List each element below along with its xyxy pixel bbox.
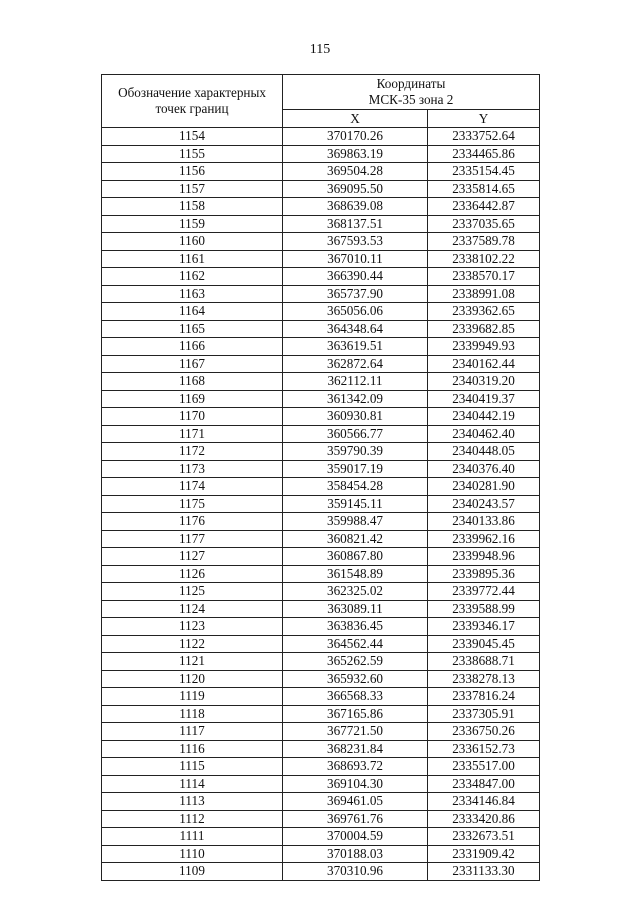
table-row	[102, 320, 540, 338]
y-cell: 2331909.42	[428, 845, 540, 863]
point-cell: 1155	[102, 145, 283, 163]
table-row	[102, 740, 540, 758]
table-row	[102, 145, 540, 163]
x-cell: 370310.96	[283, 863, 428, 881]
table-row	[102, 215, 540, 233]
y-cell: 2340376.40	[428, 460, 540, 478]
x-cell: 359017.19	[283, 460, 428, 478]
y-cell: 2333420.86	[428, 810, 540, 828]
x-cell: 370170.26	[283, 128, 428, 146]
coordinate-system-title: МСК-35 зона 2	[368, 92, 454, 107]
y-cell: 2338688.71	[428, 653, 540, 671]
y-cell: 2339962.16	[428, 530, 540, 548]
x-cell: 365056.06	[283, 303, 428, 321]
x-cell: 368693.72	[283, 758, 428, 776]
table-body	[102, 128, 540, 881]
y-cell: 2340319.20	[428, 373, 540, 391]
point-cell: 1164	[102, 303, 283, 321]
x-cell: 367593.53	[283, 233, 428, 251]
y-cell: 2339772.44	[428, 583, 540, 601]
x-cell: 360821.42	[283, 530, 428, 548]
x-cell: 368231.84	[283, 740, 428, 758]
y-cell: 2340281.90	[428, 478, 540, 496]
table-row	[102, 565, 540, 583]
y-cell: 2336442.87	[428, 198, 540, 216]
table-row	[102, 618, 540, 636]
point-cell: 1125	[102, 583, 283, 601]
x-cell: 369863.19	[283, 145, 428, 163]
table-row	[102, 478, 540, 496]
table-row	[102, 495, 540, 513]
table-row	[102, 408, 540, 426]
coordinates-table	[101, 74, 540, 881]
point-cell: 1176	[102, 513, 283, 531]
x-cell: 370004.59	[283, 828, 428, 846]
point-cell: 1154	[102, 128, 283, 146]
x-cell: 368137.51	[283, 215, 428, 233]
point-cell: 1175	[102, 495, 283, 513]
y-cell: 2339045.45	[428, 635, 540, 653]
point-cell: 1111	[102, 828, 283, 846]
x-cell: 359145.11	[283, 495, 428, 513]
point-cell: 1120	[102, 670, 283, 688]
point-cell: 1170	[102, 408, 283, 426]
table-row	[102, 180, 540, 198]
y-cell: 2338278.13	[428, 670, 540, 688]
x-cell: 362872.64	[283, 355, 428, 373]
y-cell: 2336152.73	[428, 740, 540, 758]
table-row	[102, 775, 540, 793]
table-row	[102, 513, 540, 531]
point-cell: 1173	[102, 460, 283, 478]
table-row	[102, 793, 540, 811]
x-cell: 370188.03	[283, 845, 428, 863]
point-cell: 1116	[102, 740, 283, 758]
table-row	[102, 670, 540, 688]
coordinates-title: Координаты	[376, 76, 446, 91]
x-cell: 367721.50	[283, 723, 428, 741]
point-cell: 1168	[102, 373, 283, 391]
y-cell: 2334847.00	[428, 775, 540, 793]
page-number: 115	[309, 42, 331, 57]
table-row	[102, 390, 540, 408]
point-cell: 1122	[102, 635, 283, 653]
point-cell: 1156	[102, 163, 283, 181]
y-cell: 2338102.22	[428, 250, 540, 268]
table-row	[102, 128, 540, 146]
x-cell: 358454.28	[283, 478, 428, 496]
x-cell: 359988.47	[283, 513, 428, 531]
x-cell: 369504.28	[283, 163, 428, 181]
point-cell: 1169	[102, 390, 283, 408]
y-cell: 2338991.08	[428, 285, 540, 303]
x-cell: 369761.76	[283, 810, 428, 828]
y-cell: 2336750.26	[428, 723, 540, 741]
x-cell: 369104.30	[283, 775, 428, 793]
table-row	[102, 635, 540, 653]
y-cell: 2334465.86	[428, 145, 540, 163]
point-cell: 1165	[102, 320, 283, 338]
y-cell: 2339682.85	[428, 320, 540, 338]
table-row	[102, 198, 540, 216]
point-cell: 1174	[102, 478, 283, 496]
point-cell: 1177	[102, 530, 283, 548]
y-cell: 2339362.65	[428, 303, 540, 321]
x-cell: 364562.44	[283, 635, 428, 653]
y-cell: 2332673.51	[428, 828, 540, 846]
point-cell: 1112	[102, 810, 283, 828]
table-row	[102, 828, 540, 846]
y-cell: 2331133.30	[428, 863, 540, 881]
table-row	[102, 250, 540, 268]
table-row	[102, 530, 540, 548]
table-row	[102, 285, 540, 303]
y-cell: 2340462.40	[428, 425, 540, 443]
table-row	[102, 688, 540, 706]
point-cell: 1115	[102, 758, 283, 776]
table-row	[102, 583, 540, 601]
y-cell: 2333752.64	[428, 128, 540, 146]
x-cell: 360867.80	[283, 548, 428, 566]
point-cell: 1159	[102, 215, 283, 233]
point-cell: 1123	[102, 618, 283, 636]
y-cell: 2340448.05	[428, 443, 540, 461]
x-cell: 363836.45	[283, 618, 428, 636]
y-cell: 2338570.17	[428, 268, 540, 286]
x-cell: 359790.39	[283, 443, 428, 461]
table-row	[102, 460, 540, 478]
x-cell: 363619.51	[283, 338, 428, 356]
y-cell: 2340133.86	[428, 513, 540, 531]
x-cell: 366390.44	[283, 268, 428, 286]
table-row	[102, 810, 540, 828]
y-cell: 2340419.37	[428, 390, 540, 408]
point-cell: 1171	[102, 425, 283, 443]
table-row	[102, 548, 540, 566]
point-cell: 1167	[102, 355, 283, 373]
x-cell: 367010.11	[283, 250, 428, 268]
table-row	[102, 355, 540, 373]
point-cell: 1117	[102, 723, 283, 741]
x-column-header: X	[283, 110, 428, 128]
x-cell: 362112.11	[283, 373, 428, 391]
point-cell: 1160	[102, 233, 283, 251]
point-cell: 1157	[102, 180, 283, 198]
table-row	[102, 443, 540, 461]
point-cell: 1161	[102, 250, 283, 268]
y-column-header: Y	[428, 110, 540, 128]
x-cell: 369461.05	[283, 793, 428, 811]
y-cell: 2339588.99	[428, 600, 540, 618]
x-cell: 360566.77	[283, 425, 428, 443]
point-cell: 1113	[102, 793, 283, 811]
y-cell: 2339949.93	[428, 338, 540, 356]
table-row	[102, 338, 540, 356]
x-cell: 361342.09	[283, 390, 428, 408]
table-row	[102, 373, 540, 391]
point-cell: 1166	[102, 338, 283, 356]
point-cell: 1110	[102, 845, 283, 863]
point-cell: 1119	[102, 688, 283, 706]
y-cell: 2337035.65	[428, 215, 540, 233]
table-row	[102, 303, 540, 321]
y-cell: 2339895.36	[428, 565, 540, 583]
y-cell: 2337589.78	[428, 233, 540, 251]
table-row	[102, 600, 540, 618]
x-cell: 360930.81	[283, 408, 428, 426]
y-cell: 2337816.24	[428, 688, 540, 706]
x-cell: 362325.02	[283, 583, 428, 601]
x-cell: 361548.89	[283, 565, 428, 583]
point-cell: 1172	[102, 443, 283, 461]
table-row	[102, 723, 540, 741]
table-row	[102, 863, 540, 881]
point-cell: 1162	[102, 268, 283, 286]
y-cell: 2339346.17	[428, 618, 540, 636]
point-cell: 1127	[102, 548, 283, 566]
table-row	[102, 845, 540, 863]
y-cell: 2335154.45	[428, 163, 540, 181]
point-column-header: Обозначение характерных точек границ	[102, 75, 283, 128]
point-cell: 1114	[102, 775, 283, 793]
x-cell: 363089.11	[283, 600, 428, 618]
point-cell: 1163	[102, 285, 283, 303]
y-cell: 2335814.65	[428, 180, 540, 198]
x-cell: 367165.86	[283, 705, 428, 723]
y-cell: 2339948.96	[428, 548, 540, 566]
y-cell: 2334146.84	[428, 793, 540, 811]
x-cell: 368639.08	[283, 198, 428, 216]
x-cell: 366568.33	[283, 688, 428, 706]
table-row	[102, 653, 540, 671]
point-cell: 1121	[102, 653, 283, 671]
table-row	[102, 163, 540, 181]
table-row	[102, 758, 540, 776]
x-cell: 365737.90	[283, 285, 428, 303]
y-cell: 2340442.19	[428, 408, 540, 426]
coordinates-header	[283, 75, 540, 110]
x-cell: 365932.60	[283, 670, 428, 688]
table-row	[102, 233, 540, 251]
y-cell: 2335517.00	[428, 758, 540, 776]
y-cell: 2340243.57	[428, 495, 540, 513]
table-header	[102, 75, 540, 128]
table-row	[102, 268, 540, 286]
x-cell: 365262.59	[283, 653, 428, 671]
y-cell: 2337305.91	[428, 705, 540, 723]
table-row	[102, 705, 540, 723]
x-cell: 364348.64	[283, 320, 428, 338]
point-cell: 1126	[102, 565, 283, 583]
point-cell: 1109	[102, 863, 283, 881]
x-cell: 369095.50	[283, 180, 428, 198]
point-cell: 1118	[102, 705, 283, 723]
point-cell: 1124	[102, 600, 283, 618]
y-cell: 2340162.44	[428, 355, 540, 373]
point-cell: 1158	[102, 198, 283, 216]
table-row	[102, 425, 540, 443]
